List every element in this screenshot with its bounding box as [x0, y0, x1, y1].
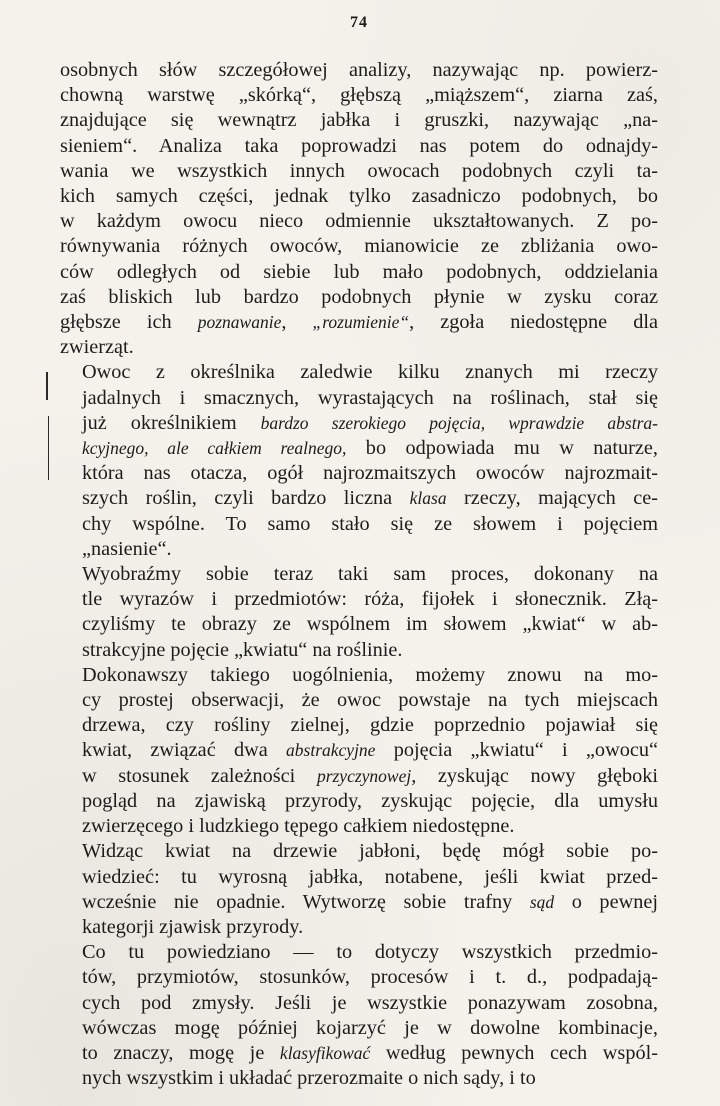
margin-pencil-mark [46, 372, 48, 400]
text-line: drzewa, czy rośliny zielnej, gdzie poprzednio pojawiał się [82, 714, 658, 737]
text-line: w każdym owocu nieco odmiennie ukształtowanych. Z po- [60, 210, 658, 233]
text-line: to znaczy, mogę je klasyfikować według pewnych cech wspól- [82, 1041, 658, 1064]
text-line: już określnikiem bardzo szerokiego pojęcia, wprawdzie abstra- [82, 411, 658, 434]
text-line: wiedzieć: tu wyrosną jabłka, notabene, jeśli kwiat przed- [82, 865, 658, 888]
text-line: znajdujące się wewnątrz jabłka i gruszki, nazywając „na- [60, 109, 658, 132]
emphasized-text: klasyfikować [279, 1042, 371, 1063]
text-line: strakcyjne pojęcie „kwiatu“ na roślinie. [82, 638, 403, 661]
text-line: wcześnie nie opadnie. Wytworzę sobie trafny sąd o pewnej [82, 890, 658, 913]
text-line: chowną warstwę „skórką“, głębszą „miąższem“, ziarna zaś, [60, 84, 658, 107]
body-text [60, 58, 658, 1091]
text-line: zaś bliskich lub bardzo podobnych płynie w zysku coraz [60, 285, 658, 308]
text-line: Widząc kwiat na drzewie jabłoni, będę mógł sobie po- [82, 840, 658, 863]
text-line: w stosunek zależności przyczynowej, zyskując nowy głęboki [82, 764, 659, 787]
emphasized-text: przyczynowej [316, 765, 412, 786]
text-line: kategorji zjawisk przyrody. [82, 915, 304, 938]
margin-pencil-mark [48, 416, 49, 480]
text-line: wania we wszystkich innych owocach podobnych czyli ta- [60, 159, 658, 182]
page-number: 74 [350, 14, 368, 31]
text-line: Wyobraźmy sobie teraz taki sam proces, dokonany na [82, 563, 658, 586]
text-line: która nas otacza, ogół najrozmaitszych owoców najrozmait- [82, 462, 658, 485]
text-line: cych pod zmysły. Jeśli je wszystkie ponazywam zosobna, [82, 991, 658, 1014]
text-line: Dokonawszy takiego uogólnienia, możemy znowu na mo- [82, 663, 658, 686]
paragraph [60, 58, 658, 360]
text-line: chy wspólne. To samo stało się ze słowem i pojęciem [82, 512, 658, 535]
text-line: tów, przymiotów, stosunków, procesów i t. d., podpadają- [82, 966, 658, 989]
text-line: jadalnych i smacznych, wyrastających na roślinach, stał się [82, 386, 658, 409]
text-line: cy prostej obserwacji, że owoc powstaje na tych miejscach [82, 689, 658, 712]
emphasized-text: klasa [409, 488, 447, 509]
paragraph [60, 562, 658, 663]
emphasized-text: poznawanie [197, 312, 282, 333]
text-line: kcyjnego, ale całkiem realnego, bo odpowiada mu w naturze, [82, 437, 658, 460]
text-line: ców odległych od siebie lub mało podobnych, oddzielania [60, 260, 658, 283]
text-line: Co tu powiedziano — to dotyczy wszystkich przedmio- [82, 941, 658, 964]
paragraph [60, 839, 658, 940]
text-line: kich samych części, jednak tylko zasadniczo podobnych, bo [60, 185, 658, 208]
emphasized-text: bardzo szerokiego pojęcia, wprawdzie abstra- [260, 412, 658, 433]
emphasized-text: kcyjnego, ale całkiem realnego, [82, 438, 347, 459]
text-line: Owoc z określnika zaledwie kilku znanych mi rzeczy [82, 361, 658, 384]
paragraph [60, 940, 658, 1091]
text-line: zwierząt. [60, 336, 134, 359]
text-line: nych wszystkim i układać przerozmaite o nich sądy, i to [82, 1067, 536, 1090]
text-line: tle wyrazów i przedmiotów: róża, fijołek i słonecznik. Złą- [82, 588, 658, 611]
text-line: czyliśmy te obrazy ze wspólnem im słowem „kwiat“ w ab- [82, 613, 658, 636]
text-line: kwiat, związać dwa abstrakcyjne pojęcia „kwiatu“ i „owocu“ [82, 739, 659, 762]
paragraph [60, 663, 658, 839]
text-line: sieniem“. Analiza taka poprowadzi nas potem do odnajdy- [60, 134, 658, 157]
text-line: „nasienie“. [82, 537, 172, 560]
text-line: równywania różnych owoców, mianowicie ze zbliżania owo- [60, 235, 658, 258]
paragraph [60, 360, 658, 562]
text-line: szych roślin, czyli bardzo liczna klasa rzeczy, mających ce- [82, 487, 658, 510]
text-line: zwierzęcego i ludzkiego tępego całkiem niedostępne. [82, 815, 515, 838]
text-line: głębsze ich poznawanie, „rozumienie“, zgoła niedostępne dla [60, 311, 658, 334]
text-line: osobnych słów szczegółowej analizy, nazywając np. powierz- [60, 59, 658, 81]
emphasized-text: „rozumienie“ [312, 312, 410, 333]
text-line: wówczas mogę później kojarzyć je w dowolne kombinacje, [82, 1016, 658, 1039]
emphasized-text: sąd [529, 891, 555, 912]
emphasized-text: abstrakcyjne [286, 740, 376, 761]
text-line: pogląd na zjawiską przyrody, zyskując pojęcie, dla umysłu [82, 789, 658, 812]
